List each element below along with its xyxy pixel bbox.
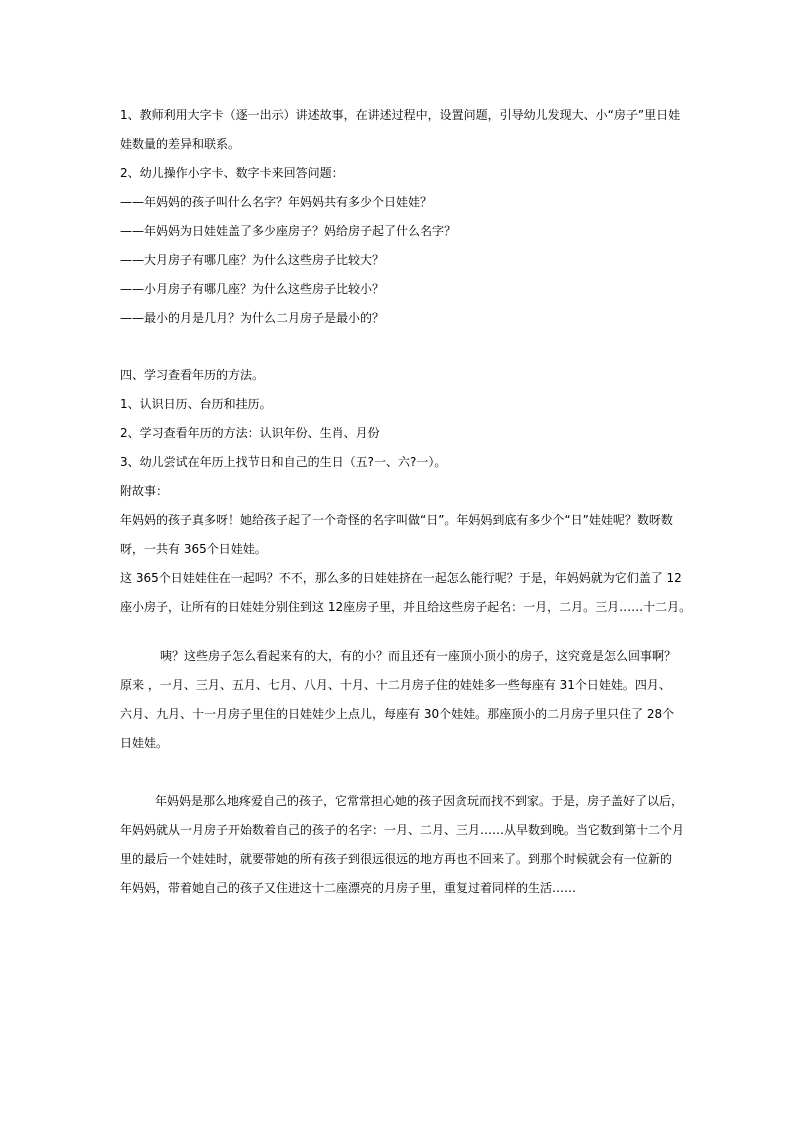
question-2: ——年妈妈为日娃娃盖了多少座房子？妈给房子起了什么名字？ [120, 224, 457, 238]
story-p3-line-3: 六月、九月、十一月房子里住的日娃娃少上点儿，每座有 30个娃娃。那座顶小的二月房子里只住了 28个 [120, 707, 675, 721]
question-3: ——大月房子有哪几座？为什么这些房子比较大？ [120, 253, 385, 267]
story-p3-line-2: 原来 ，一月、三月、五月、七月、八月、十月、十二月房子住的娃娃多一些每座有 31个日娃娃。四月、 [120, 678, 671, 692]
story-p2-line-1: 这 365个日娃娃住在一起吗？不不，那么多的日娃娃挤在一起怎么能行呢？于是，年妈妈就为它们盖了 12 [120, 571, 682, 585]
step-1-line-2: 娃数量的差异和联系。 [120, 137, 241, 151]
section-4-title: 四、学习查看年历的方法。 [120, 368, 265, 382]
document-body [120, 101, 692, 903]
question-5: ——最小的月是几月？为什么二月房子是最小的？ [120, 311, 385, 325]
story-heading: 附故事： [120, 484, 169, 498]
section-4-item-3: 3、幼儿尝试在年历上找节日和自己的生日（五?一、六?一）。 [120, 455, 447, 469]
story-p1-line-1: 年妈妈的孩子真多呀！她给孩子起了一个奇怪的名字叫做“日”。年妈妈到底有多少个“日”娃娃呢？数呀数 [120, 513, 673, 527]
spacer [120, 758, 676, 787]
story-p2-line-2: 座小房子，让所有的日娃娃分别住到这 12座房子里，并且给这些房子起名：一月，二月。三月……十二月。 [120, 600, 692, 614]
story-p4-line-2: 年妈妈就从一月房子开始数着自己的孩子的名字：一月、二月、三月……从早数到晚。当它数到第十二个月 [120, 823, 685, 837]
step-1-line-1: 1、教师利用大字卡（逐一出示）讲述故事，在讲述过程中，设置问题，引导幼儿发现大、小“房子”里日娃 [120, 108, 681, 122]
story-p3-line-4: 日娃娃。 [120, 736, 169, 750]
section-4-item-1: 1、认识日历、台历和挂历。 [120, 397, 272, 411]
story-p3-line-1: 咦？这些房子怎么看起来有的大，有的小？而且还有一座顶小顶小的房子，这究竟是怎么回事啊？ [160, 649, 677, 663]
spacer [120, 333, 676, 361]
spacer [120, 622, 676, 642]
section-4-item-2: 2、学习查看年历的方法：认识年份、生肖、月份 [120, 426, 380, 440]
question-4: ——小月房子有哪几座？为什么这些房子比较小？ [120, 282, 385, 296]
story-p4-line-1: 年妈妈是那么地疼爱自己的孩子，它常常担心她的孩子因贪玩而找不到家。于是，房子盖好了以后， [155, 794, 684, 808]
story-p4-line-3: 里的最后一个娃娃时，就要带她的所有孩子到很远很远的地方再也不回来了。到那个时候就会有一位新的 [120, 852, 673, 866]
question-1: ——年妈妈的孩子叫什么名字？年妈妈共有多少个日娃娃？ [120, 195, 433, 209]
story-p4-line-4: 年妈妈，带着她自己的孩子又住进这十二座漂亮的月房子里，重复过着同样的生活…… [120, 881, 577, 895]
story-p1-line-2: 呀，一共有 365个日娃娃。 [120, 542, 267, 556]
step-2: 2、幼儿操作小字卡、数字卡来回答问题： [120, 166, 344, 180]
